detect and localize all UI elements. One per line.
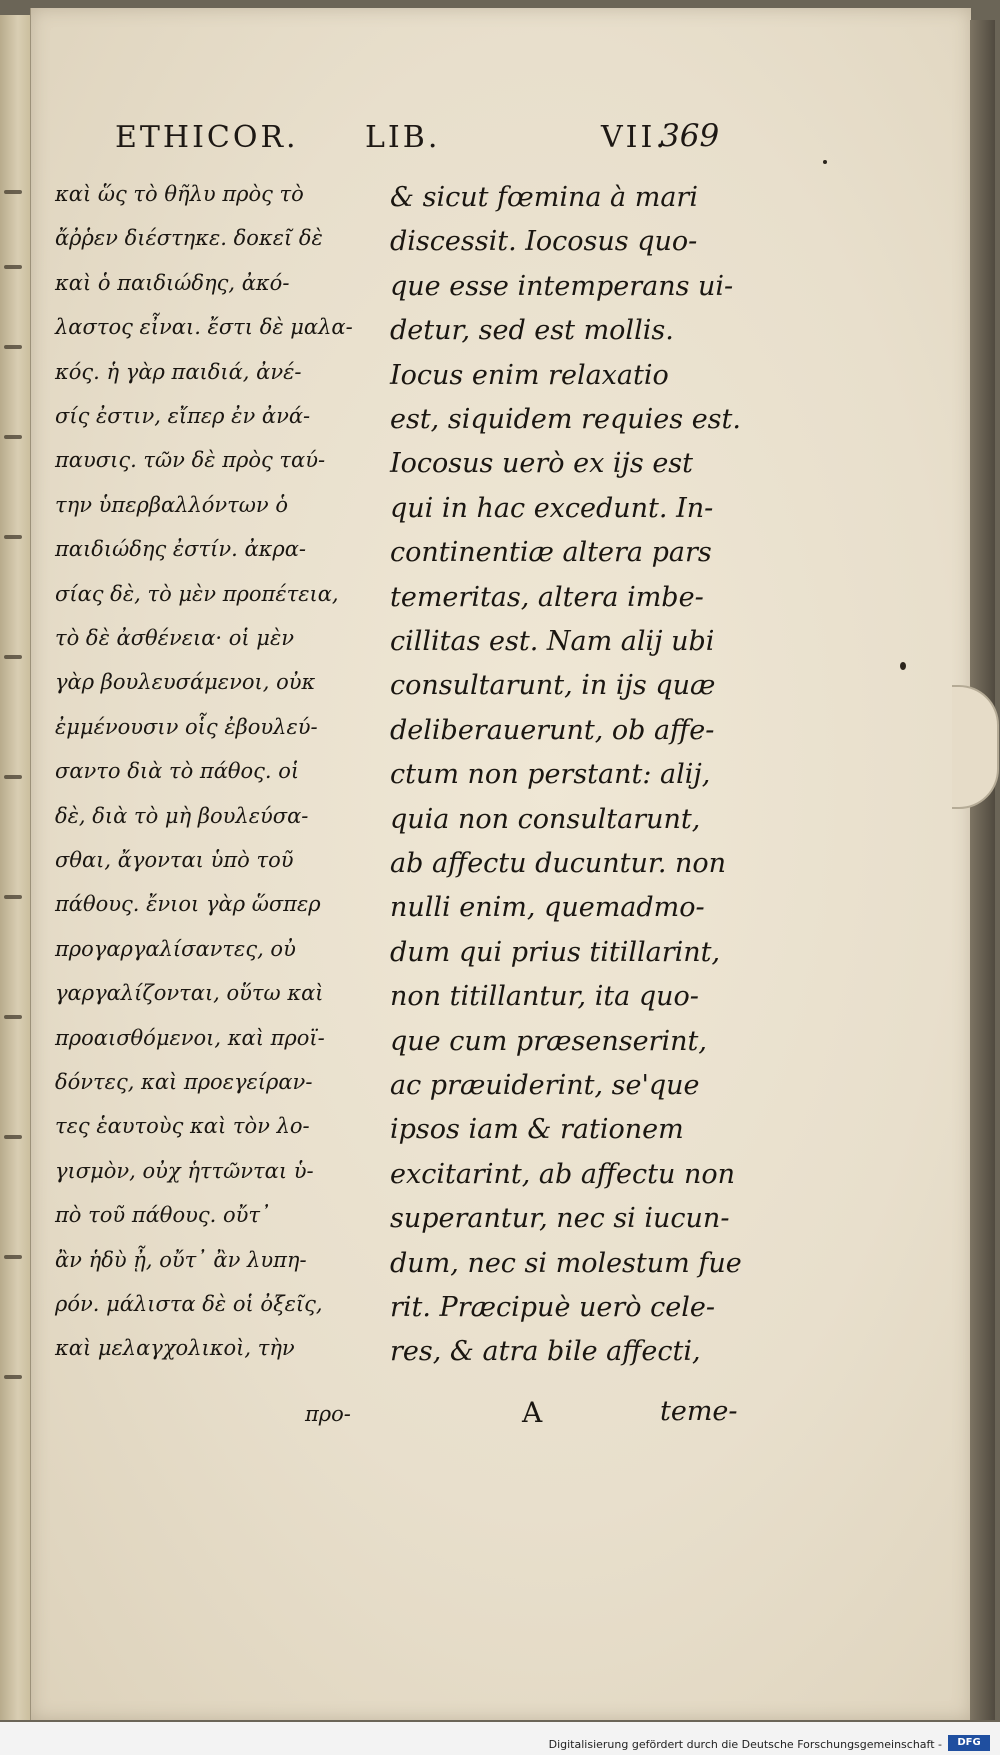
greek-line: καὶ ὁ παιδιώδης, ἀκό- [55,270,290,295]
margin-mark [4,190,22,194]
greek-line: την ὑπερβαλλόντων ὁ [55,492,288,517]
latin-line: continentiæ altera pars [390,537,712,569]
right-page-edge [970,20,995,1720]
latin-line: nulli enim, quemadmo- [390,892,705,924]
margin-mark [4,1135,22,1139]
margin-mark [4,435,22,439]
greek-line: ρόν. μάλιστα δὲ οἱ ὀξεῖς, [55,1292,323,1316]
greek-line: γαργαλίζονται, οὕτω καὶ [55,981,324,1006]
latin-line: consultarunt, in ijs quæ [390,670,716,702]
greek-line: παιδιώδης ἐστίν. ἀκρα- [55,537,307,562]
greek-line: σίας δὲ, τὸ μὲν προπέτεια, [55,581,339,606]
greek-line: τὸ δὲ ἀσθένεια· οἱ μὲν [55,626,294,650]
margin-mark [4,1015,22,1019]
greek-catchword: προ- [305,1402,351,1426]
latin-line: ctum non perstant: alij, [390,759,711,791]
greek-line: πὸ τοῦ πάθους. οὔτ᾽ [55,1203,271,1228]
greek-line: ἂν ἡδὺ ᾖ, οὔτ᾽ ἂν λυπη- [55,1247,307,1272]
margin-mark [4,1375,22,1379]
latin-line: qui in hac excedunt. In- [390,492,714,524]
latin-line: res, & atra bile affecti, [390,1336,701,1368]
greek-line: δὲ, διὰ τὸ μὴ βουλεύσα- [55,803,309,828]
greek-line: λαστος εἶναι. ἔστι δὲ μαλα- [55,315,353,340]
latin-line: rit. Præcipuè uerò cele- [390,1292,715,1323]
latin-line: ipsos iam & rationem [390,1114,684,1146]
latin-line: Iocus enim relaxatio [390,359,669,391]
latin-line: deliberauerunt, ob affe- [390,714,715,746]
page-number: 369 [660,118,720,154]
margin-mark [4,775,22,779]
margin-mark [4,265,22,269]
footer-credit: Digitalisierung gefördert durch die Deutsche Forschungsgemeinschaft - [548,1738,942,1751]
ink-speck [823,160,827,164]
greek-line: γὰρ βουλευσάμενοι, οὐκ [55,670,316,695]
greek-line: καὶ ὥς τὸ θῆλυ πρὸς τὸ [55,182,304,206]
latin-line: temeritas, altera imbe- [390,581,704,613]
header-book-number: VII. [601,120,668,155]
greek-line: προγαργαλίσαντες, οὐ [55,936,296,961]
greek-line: σθαι, ἄγονται ὑπὸ τοῦ [55,848,294,872]
latin-line: ab affectu ducuntur. non [390,848,727,879]
latin-line: ac præuiderint, se'que [390,1070,700,1101]
greek-line: τες ἑαυτοὺς καὶ τὸν λο- [55,1114,310,1139]
greek-line: γισμὸν, οὐχ ἡττῶνται ὑ- [55,1158,314,1183]
latin-line: superantur, nec si iucun- [390,1203,730,1235]
margin-mark [4,895,22,899]
latin-line: discessit. Iocosus quo- [390,226,698,258]
greek-line: σίς ἐστιν, εἴπερ ἐν ἀνά- [55,404,311,428]
dfg-logo: DFG [948,1735,990,1751]
latin-line: quia non consultarunt, [390,803,701,835]
signature-mark: A [522,1396,543,1429]
margin-mark [4,1255,22,1259]
latin-line: excitarint, ab affectu non [390,1158,736,1190]
greek-line: ἄῤῥεν διέστηκε. δοκεῖ δὲ [55,226,323,251]
margin-mark [4,655,22,659]
latin-line: que esse intemperans ui- [390,270,734,302]
header-lib: LIB. [365,120,441,155]
latin-line: detur, sed est mollis. [390,315,674,347]
latin-catchword: teme- [660,1396,738,1427]
greek-line: καὶ μελαγχολικοὶ, τὴν [55,1336,295,1361]
greek-line: προαισθόμενοι, καὶ προϊ- [55,1025,325,1050]
margin-mark [4,345,22,349]
latin-line: que cum præsenserint, [390,1025,707,1057]
latin-line: Iocosus uerò ex ijs est [390,448,694,480]
greek-line: κός. ἡ γὰρ παιδιά, ἀνέ- [55,359,302,384]
margin-mark [4,535,22,539]
latin-line: & sicut fœmina à mari [390,182,698,213]
greek-line: ἐμμένουσιν οἷς ἐβουλεύ- [55,714,318,739]
latin-line: est, siquidem requies est. [390,404,741,435]
latin-line: dum qui prius titillarint, [390,936,721,968]
ink-speck [900,662,906,670]
greek-line: πάθους. ἔνιοι γὰρ ὥσπερ [55,892,321,917]
page-tab [952,685,999,809]
greek-line: παυσις. τῶν δὲ πρὸς ταύ- [55,448,326,473]
left-page-edge [0,15,32,1720]
latin-line: cillitas est. Nam alij ubi [390,626,715,657]
header-title: ETHICOR. [115,120,299,155]
greek-line: δόντες, καὶ προεγείραν- [55,1070,313,1094]
latin-line: non titillantur, ita quo- [390,981,699,1013]
greek-line: σαντο διὰ τὸ πάθος. οἱ [55,759,300,784]
latin-line: dum, nec si molestum fue [390,1247,742,1279]
